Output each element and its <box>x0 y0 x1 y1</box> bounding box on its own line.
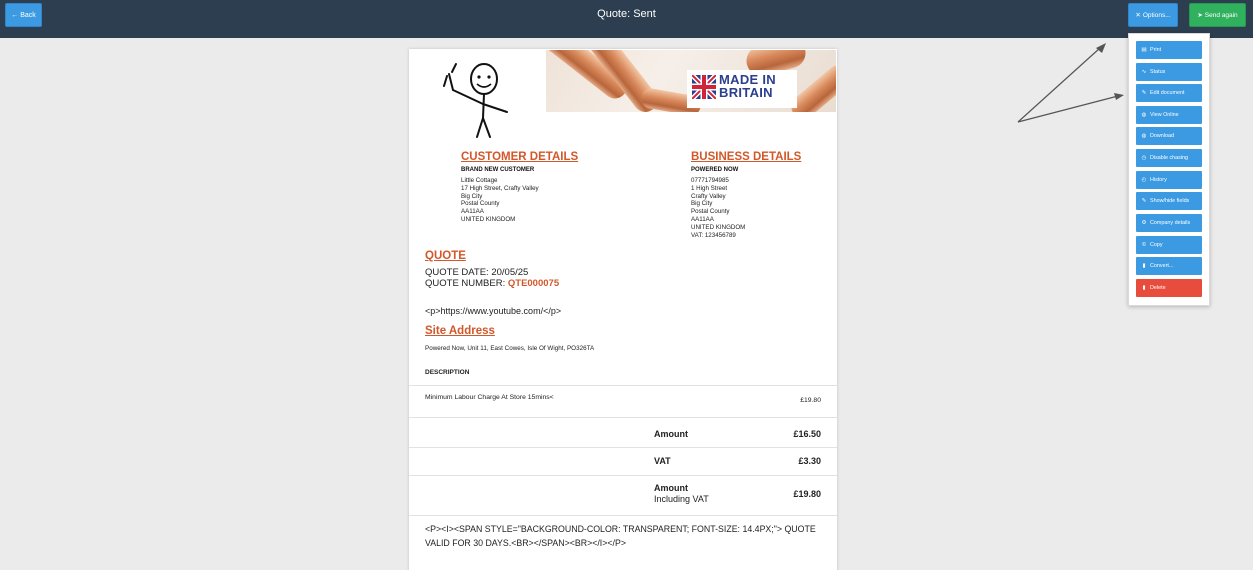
business-address-line: Crafty Valley <box>691 192 726 200</box>
history-icon: ◴ <box>1141 177 1147 183</box>
quote-document <box>409 49 837 570</box>
quote-footer-text: <P><I><SPAN STYLE="BACKGROUND-COLOR: TRANSPARENT; FONT-SIZE: 14.4PX;"> QUOTE VALID FOR 30 DAYS.<BR></SPAN><BR></I></P> <box>425 524 816 548</box>
printer-icon: ▤ <box>1141 47 1147 53</box>
quote-heading: QUOTE <box>425 250 466 262</box>
description-heading: DESCRIPTION <box>425 369 470 376</box>
divider <box>409 475 837 476</box>
menu-item-history[interactable] <box>1136 171 1202 189</box>
business-address-line: 1 High Street <box>691 184 728 192</box>
menu-item-label: Copy <box>1150 242 1163 248</box>
divider <box>409 417 837 418</box>
pencil-icon: ✎ <box>1141 90 1147 96</box>
menu-item-show-hide-fields[interactable] <box>1136 192 1202 210</box>
made-in-britain-logo <box>687 70 797 108</box>
annotation-arrows <box>1010 38 1130 128</box>
logo-line-2: BRITAIN <box>719 85 773 100</box>
business-address-line: AA11AA <box>691 215 714 223</box>
options-menu <box>1128 33 1210 306</box>
top-bar <box>0 0 1253 38</box>
menu-item-label: Delete <box>1150 285 1166 291</box>
business-address <box>691 177 745 239</box>
line-item-price: £19.80 <box>800 397 821 404</box>
back-button-label: Back <box>20 11 36 19</box>
amount-value: £16.50 <box>793 429 821 439</box>
quote-number <box>425 278 559 289</box>
menu-item-convert[interactable] <box>1136 257 1202 275</box>
business-address-line: Postal County <box>691 208 730 216</box>
quote-notes: <p>https://www.youtube.com/</p> <box>425 306 562 316</box>
menu-item-print[interactable] <box>1136 41 1202 59</box>
menu-item-label: Print <box>1150 47 1162 53</box>
vat-label: VAT <box>654 456 671 466</box>
business-address-line: UNITED KINGDOM <box>691 223 746 231</box>
line-item-description: Minimum Labour Charge At Store 15mins< <box>425 394 554 401</box>
quote-date <box>425 267 528 278</box>
menu-item-download[interactable] <box>1136 127 1202 145</box>
file-icon: ▮ <box>1142 263 1146 269</box>
business-address-line: 07771794985 <box>691 177 729 184</box>
options-button-label: Options... <box>1142 11 1171 19</box>
menu-item-company-details[interactable] <box>1136 214 1202 232</box>
amount-label: Amount <box>654 429 688 439</box>
customer-address-line: AA11AA <box>461 208 484 216</box>
globe-icon: ◍ <box>1141 112 1147 118</box>
page-title: Quote: Sent <box>597 8 656 20</box>
clock-icon: ◷ <box>1141 155 1147 161</box>
pulse-icon: ∿ <box>1141 69 1147 75</box>
menu-item-label: Convert... <box>1150 263 1174 269</box>
download-icon: ◍ <box>1141 133 1147 139</box>
divider <box>409 447 837 448</box>
total-sublabel: Including VAT <box>654 494 709 504</box>
gear-icon: ⚙ <box>1141 220 1147 226</box>
customer-name: BRAND NEW CUSTOMER <box>461 167 535 173</box>
business-address-line: VAT: 123456789 <box>691 231 736 239</box>
made-in-britain-banner <box>546 50 836 112</box>
business-details-heading: BUSINESS DETAILS <box>691 151 802 163</box>
quote-number-value: QTE000075 <box>507 278 560 289</box>
send-again-button[interactable] <box>1189 3 1246 27</box>
trash-icon: ▮ <box>1142 285 1146 291</box>
customer-address <box>461 177 539 224</box>
menu-item-view-online[interactable] <box>1136 106 1202 124</box>
arrow-left-icon: ← <box>11 11 19 19</box>
divider <box>409 515 837 516</box>
menu-item-edit-document[interactable] <box>1136 84 1202 102</box>
customer-address-line: Postal County <box>461 200 500 208</box>
business-name: POWERED NOW <box>691 167 739 173</box>
menu-item-status[interactable] <box>1136 63 1202 81</box>
quote-date-value: 20/05/25 <box>491 267 529 278</box>
menu-item-label: History <box>1150 177 1167 183</box>
menu-item-label: Status <box>1150 69 1166 75</box>
site-address-heading: Site Address <box>425 325 495 337</box>
copy-icon: © <box>1141 242 1147 248</box>
menu-item-disable-chasing[interactable] <box>1136 149 1202 167</box>
site-address-value: Powered Now, Unit 11, East Cowes, Isle Of Wight, PO326TA <box>425 345 595 352</box>
menu-item-label: Show/hide fields <box>1150 198 1190 204</box>
menu-item-label: Company details <box>1150 220 1191 226</box>
total-value: £19.80 <box>793 489 821 499</box>
menu-item-delete[interactable] <box>1136 279 1202 297</box>
union-flag-icon <box>692 75 716 99</box>
customer-address-line: Little Cottage <box>461 177 498 184</box>
quote-date-label: QUOTE DATE: <box>425 267 489 278</box>
quote-number-label: QUOTE NUMBER: <box>425 278 506 289</box>
total-label: Amount <box>654 483 688 493</box>
pencil-icon: ✎ <box>1141 198 1147 204</box>
customer-address-line: Big City <box>461 192 483 200</box>
customer-address-line: UNITED KINGDOM <box>461 215 516 223</box>
logo-line-1: MADE IN <box>719 72 776 87</box>
options-button[interactable] <box>1128 3 1178 27</box>
menu-item-label: Download <box>1150 133 1174 139</box>
menu-item-label: Disable chasing <box>1150 155 1189 161</box>
customer-address-line: 17 High Street, Crafty Valley <box>461 184 539 192</box>
send-icon: ➤ <box>1197 12 1203 19</box>
business-address-line: Big City <box>691 200 713 208</box>
menu-item-copy[interactable] <box>1136 236 1202 254</box>
menu-item-label: View Online <box>1150 112 1179 118</box>
divider <box>409 385 837 386</box>
send-again-label: Send again <box>1204 11 1238 19</box>
menu-item-label: Edit document <box>1150 90 1185 96</box>
customer-details-heading: CUSTOMER DETAILS <box>461 151 579 163</box>
close-icon: ✕ <box>1135 12 1141 19</box>
stick-figure-logo <box>443 60 515 140</box>
vat-value: £3.30 <box>798 456 821 466</box>
